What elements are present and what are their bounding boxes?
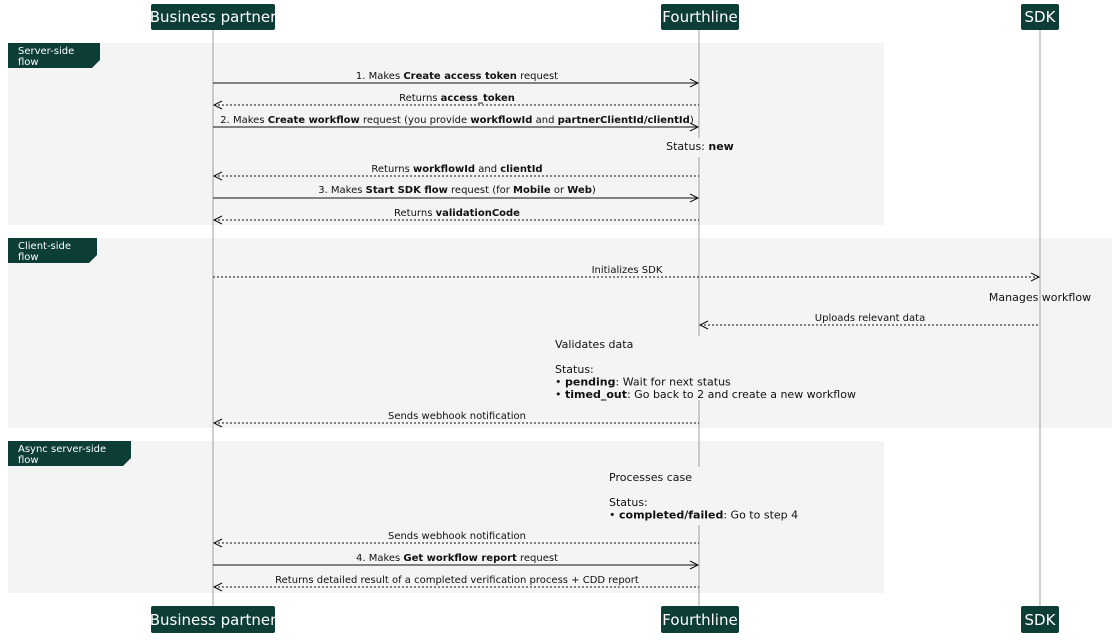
text-segment: request bbox=[516, 553, 559, 564]
actor-sdk-bottom-label: SDK bbox=[1024, 611, 1056, 629]
server-side-label-1: Server-side bbox=[18, 46, 75, 57]
manages-workflow-note bbox=[989, 291, 1091, 304]
text-segment: workflowId bbox=[412, 164, 476, 175]
text-segment: access_token bbox=[440, 93, 515, 104]
message-5-label bbox=[318, 185, 596, 196]
text-segment: • bbox=[555, 375, 565, 389]
note-line bbox=[609, 509, 798, 522]
text-segment: Mobile bbox=[513, 185, 551, 196]
client-side-label-2: flow bbox=[18, 252, 39, 263]
text-segment: : Go back to 2 and create a new workflow bbox=[626, 388, 856, 401]
text-segment: Returns bbox=[371, 164, 413, 175]
text-segment: Manages workflow bbox=[988, 291, 1092, 304]
actor-sdk-top-label: SDK bbox=[1024, 8, 1056, 26]
async-server-side-label-2: flow bbox=[18, 455, 39, 466]
client-side-label-1: Client-side bbox=[18, 241, 72, 252]
text-segment: Uploads relevant data bbox=[814, 313, 926, 324]
message-2-label bbox=[399, 93, 515, 104]
text-segment: 4. Makes bbox=[355, 553, 404, 564]
message-7-label bbox=[592, 265, 663, 276]
text-segment: and bbox=[475, 164, 501, 175]
text-segment: validationCode bbox=[435, 208, 520, 219]
text-segment: : Wait for next status bbox=[615, 375, 731, 389]
server-side-label-2: flow bbox=[18, 57, 39, 68]
text-segment: • bbox=[555, 388, 565, 401]
note-line bbox=[555, 376, 731, 389]
note-line bbox=[609, 471, 692, 484]
message-10-label bbox=[388, 531, 526, 542]
text-segment: Status: bbox=[666, 140, 709, 153]
text-segment: Start SDK flow bbox=[365, 185, 448, 196]
message-4-label bbox=[371, 164, 542, 175]
text-segment: Sends webhook notification bbox=[387, 411, 527, 422]
text-segment: • bbox=[609, 508, 619, 522]
text-segment: Status: bbox=[609, 496, 648, 509]
text-segment: ) bbox=[689, 115, 694, 126]
actor-fourthline-bottom-label: Fourthline bbox=[662, 611, 738, 629]
text-segment: and bbox=[532, 115, 558, 126]
text-segment: Returns bbox=[399, 93, 441, 104]
note-line bbox=[609, 496, 648, 509]
text-segment: : Go to step 4 bbox=[723, 508, 799, 522]
message-12-label bbox=[275, 575, 639, 586]
text-segment: ) bbox=[591, 185, 596, 196]
message-11-label bbox=[356, 553, 558, 564]
text-segment: workflowId bbox=[470, 115, 533, 126]
message-8-label bbox=[815, 313, 925, 324]
text-segment: Initializes SDK bbox=[591, 265, 663, 276]
text-segment: Web bbox=[567, 185, 592, 196]
note-line bbox=[555, 388, 856, 401]
text-segment: Get workflow report bbox=[403, 553, 517, 564]
text-segment: Sends webhook notification bbox=[387, 531, 527, 542]
text-segment: new bbox=[708, 140, 734, 153]
text-segment: request (for bbox=[447, 185, 514, 196]
text-segment: Returns detailed result of a completed verification process + CDD report bbox=[275, 575, 639, 586]
actor-fourthline-top-label: Fourthline bbox=[662, 8, 738, 26]
text-segment: timed_out bbox=[565, 388, 627, 401]
note-line bbox=[555, 338, 633, 351]
note-line bbox=[555, 363, 594, 376]
text-segment: 1. Makes bbox=[355, 71, 404, 82]
text-segment: request bbox=[516, 71, 559, 82]
actor-business-partner-top-label: Business partner bbox=[149, 8, 277, 26]
text-segment: clientId bbox=[500, 164, 543, 175]
status-new-note bbox=[666, 140, 734, 153]
text-segment: 3. Makes bbox=[318, 185, 366, 196]
text-segment: Processes case bbox=[609, 471, 693, 484]
text-segment: partnerClientId/clientId bbox=[557, 115, 690, 126]
text-segment: pending bbox=[565, 375, 616, 389]
text-segment: Validates data bbox=[555, 338, 634, 351]
text-segment: request (you provide bbox=[359, 115, 471, 126]
text-segment: 2. Makes bbox=[220, 115, 268, 126]
actor-business-partner-bottom-label: Business partner bbox=[149, 611, 277, 629]
text-segment: Create access token bbox=[403, 71, 517, 82]
message-9-label bbox=[388, 411, 526, 422]
text-segment: Status: bbox=[555, 363, 594, 376]
async-server-side-label-1: Async server-side bbox=[18, 444, 107, 455]
text-segment: or bbox=[550, 185, 568, 196]
text-segment: Returns bbox=[394, 208, 436, 219]
text-segment: completed/failed bbox=[619, 508, 724, 522]
text-segment: Create workflow bbox=[267, 115, 360, 126]
message-6-label bbox=[394, 208, 520, 219]
message-1-label bbox=[356, 71, 558, 82]
message-3-label bbox=[220, 115, 694, 126]
